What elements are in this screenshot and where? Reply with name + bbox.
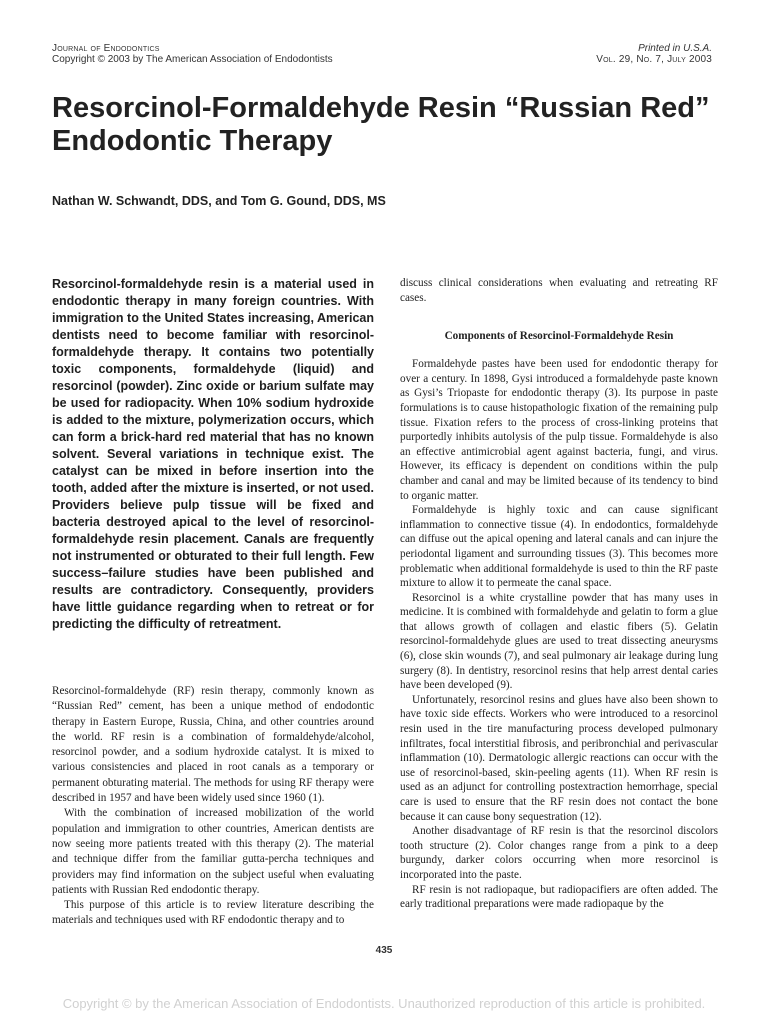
body-paragraph: This purpose of this article is to review literature describing the materials and techniques used with RF endodontic therapy and to bbox=[52, 899, 374, 927]
body-paragraph: Resorcinol is a white crystalline powder that has many uses in medicine. It is combined with formaldehyde and gelatin to form a glue that allows growth of collagen and elastic fibers (5). Gelatin resorcinol-formaldehyde glues are used to treat dissecting aneurysms (6), close skin wounds (7), and seal pulmonary air leakage during lung surgery (8). In dentistry, resorcinol resins that help arrest dental caries have been developed (9). bbox=[400, 591, 718, 692]
volume-info: Vol. 29, No. 7, July 2003 bbox=[596, 54, 712, 65]
article-title: Resorcinol-Formaldehyde Resin “Russian Red” Endodontic Therapy bbox=[52, 92, 710, 157]
section-heading: Components of Resorcinol-Formaldehyde Resin bbox=[444, 330, 674, 343]
body-paragraph: Formaldehyde pastes have been used for endodontic therapy for over a century. In 1898, Gysi introduced a formaldehyde paste known as Gysi’s Triopaste for endodontic therapy (3). Its purpose in paste formulations is to cause histopathologic fixation of the remaining pulp tissue. Fixation refers to the process of cross-linking proteins that purportedly inhibits autolysis of the pulp tissue. Formaldehyde is also an effective antimicrobial agent against bacteria, fungi, and virus. However, its efficacy is dependent on conditions within the pulp chamber and canal and may be limited because of its tendency to bind to organic matter. bbox=[400, 358, 718, 502]
running-header-right bbox=[596, 43, 712, 65]
body-paragraph: With the combination of increased mobilization of the world population and immigration to other countries, American dentists are now seeing more patients treated with this therapy (2). The material and technique differ from the familiar gutta-percha techniques and providers may find information on the subject useful when evaluating patients with Russian Red endodontic therapy. bbox=[52, 807, 374, 896]
body-paragraph: Formaldehyde is highly toxic and can cause significant inflammation to connective tissue (4). In endodontics, formaldehyde can diffuse out the apical opening and lateral canals and can injure the periodontal ligament and surrounding tissues (3). This becomes more problematic when additional formaldehyde is used to thin the RF paste mixture to allow it to permeate the canal space. bbox=[400, 504, 718, 590]
copyright-footer: Copyright © by the American Association of Endodontists. Unauthorized reproduction of this article is prohibited. bbox=[62, 996, 706, 1011]
body-paragraph: Unfortunately, resorcinol resins and glues have also been shown to have toxic side effects. Workers who were introduced to a resorcinol resin used in the tire manufacturing process developed pulmonary infiltrates, focal interstitial fibrosis, and peribronchial and perivascular inflammation (10). Dermatologic allergic reactions can occur with the use of resorcinol-based, skin-peeling agents (11). When RF resin is used as an adjunct for controlling postextraction hemorrhage, special care is used to ensure that the RF resin does not contact the bone because it can cause bony sequestration (12). bbox=[400, 693, 718, 823]
page-number: 435 bbox=[375, 945, 393, 956]
body-paragraph: discuss clinical considerations when evaluating and retreating RF cases. bbox=[400, 277, 718, 304]
right-column-body bbox=[400, 276, 718, 912]
copyright-line: Copyright © 2003 by The American Association of Endodontists bbox=[52, 54, 333, 65]
article-authors: Nathan W. Schwandt, DDS, and Tom G. Gound, DDS, MS bbox=[52, 194, 386, 208]
body-paragraph: Another disadvantage of RF resin is that the resorcinol discolors tooth structure (2). Color changes range from a pink to a deep burgundy, darker colors occurring when more resorcinol is incorporated into the paste. bbox=[400, 825, 718, 881]
left-column-body bbox=[52, 684, 374, 929]
running-header-left bbox=[52, 43, 333, 65]
body-paragraph: Resorcinol-formaldehyde (RF) resin therapy, commonly known as “Russian Red” cement, has been a unique method of endodontic therapy in Eastern Europe, Russia, China, and other countries around the world. RF resin is a combination of formaldehyde/alcohol, resorcinol powder, and a sodium hydroxide catalyst. It is mixed to various consistencies and placed in root canals as a temporary or permanent obturating material. The methods for using RF therapy were described in 1957 and have been widely used since 1960 (1). bbox=[52, 685, 374, 805]
abstract: Resorcinol-formaldehyde resin is a material used in endodontic therapy in many foreign countries. With immigration to the United States increasing, American dentists need to become familiar with resorcinol-formaldehyde therapy. It contains two potentially toxic components, formaldehyde (liquid) and resorcinol (powder). Zinc oxide or barium sulfate may be used for radiopacity. When 10% sodium hydroxide is added to the mixture, polymerization occurs, which can form a brick-hard red material that has no known solvent. Several variations in technique exist. The catalyst can be mixed in before insertion into the tooth, added after the mixture is inserted, or not used. Providers believe pulp tissue will be fixed and bacteria destroyed apical to the level of resorcinol-formaldehyde resin placement. Canals are frequently not instrumented or obturated to their full length. Few success–failure studies have been published and results are contradictory. Consequently, providers have little guidance regarding when to retreat or for predicting the difficulty of retreatment. bbox=[52, 277, 374, 631]
body-paragraph: RF resin is not radiopaque, but radiopacifiers are often added. The early traditional preparations were made radiopaque by the bbox=[400, 883, 718, 911]
journal-name: Journal of Endodontics bbox=[52, 43, 160, 54]
printed-in: Printed in U.S.A. bbox=[638, 43, 712, 54]
